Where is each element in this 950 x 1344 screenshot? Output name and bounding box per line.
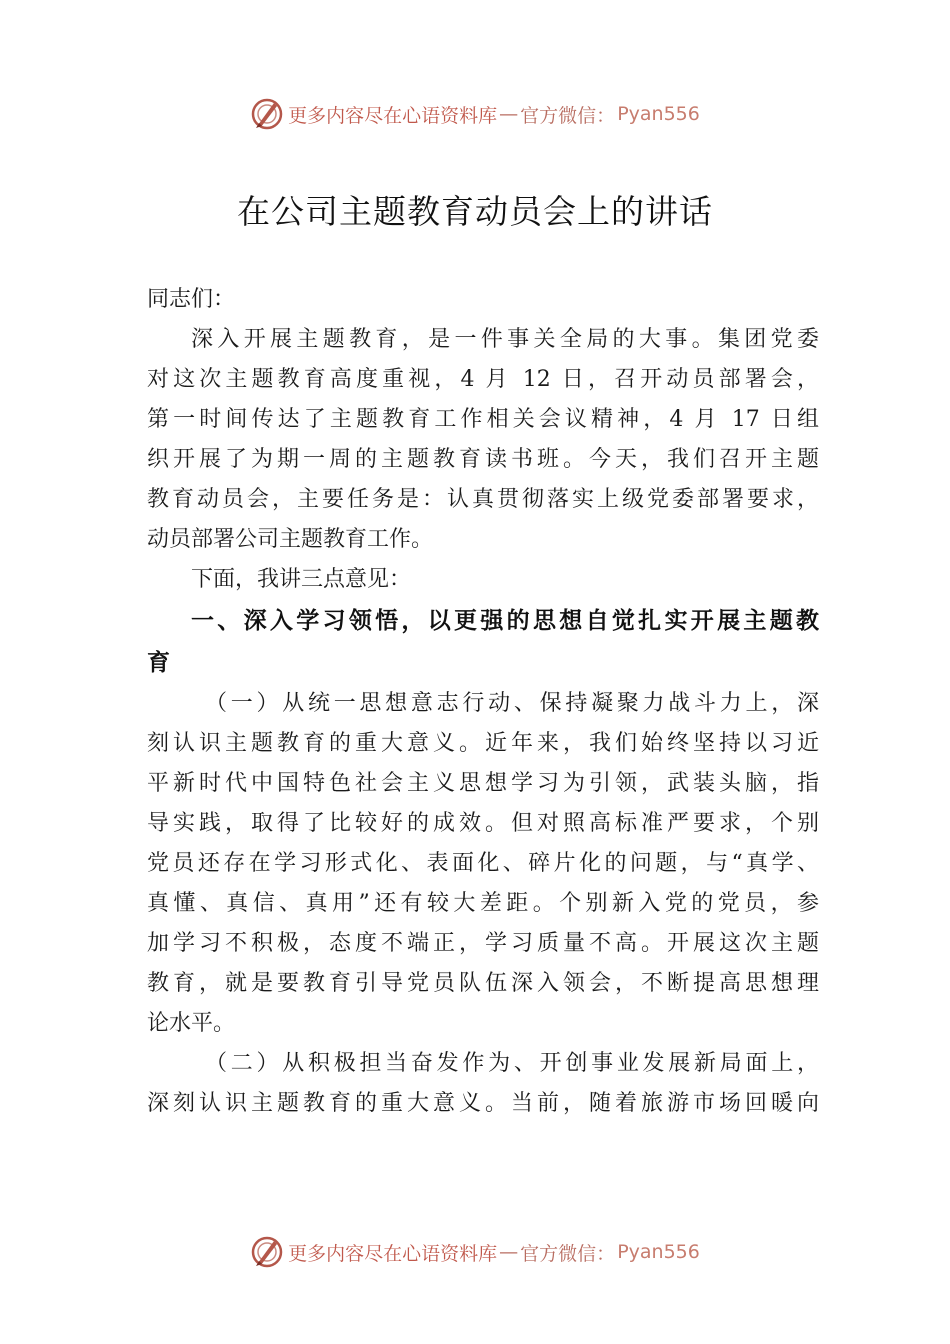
- quill-logo-icon: [250, 97, 284, 131]
- quill-logo-icon: [250, 1235, 284, 1269]
- paragraph-line: 党员还存在学习形式化、表面化、碎片化的问题，与“真学、: [147, 851, 819, 876]
- paragraph-line: 平新时代中国特色社会主义思想学习为引领，武装头脑，指: [147, 771, 819, 796]
- paragraph-line: 教育动员会，主要任务是：认真贯彻落实上级党委部署要求，: [147, 487, 819, 512]
- watermark-dash: —: [499, 103, 519, 125]
- paragraph-line: 下面，我讲三点意见：: [191, 567, 412, 592]
- paragraph-line: 刻认识主题教育的重大意义。近年来，我们始终坚持以习近: [147, 731, 819, 756]
- paragraph-line: 教育，就是要教育引导党员队伍深入领会，不断提高思想理: [147, 971, 819, 996]
- watermark-label: 官方微信：: [520, 104, 616, 127]
- section-heading: 育: [147, 650, 170, 676]
- salutation: 同志们：: [147, 287, 236, 312]
- paragraph-line: 织开展了为期一周的主题教育读书班。今天，我们召开主题: [147, 447, 819, 472]
- paragraph-line: 动员部署公司主题教育工作。: [147, 527, 434, 552]
- paragraph-line: （二）从积极担当奋发作为、开创事业发展新局面上，: [205, 1051, 819, 1076]
- watermark-site-text: 更多内容尽在心语资料库: [288, 104, 498, 127]
- watermark-wechat-id: Pyan556: [617, 103, 700, 125]
- document-body: [147, 280, 819, 1124]
- paragraph-line: 加学习不积极，态度不端正，学习质量不高。开展这次主题: [147, 931, 819, 956]
- paragraph-line: 导实践，取得了比较好的成效。但对照高标准严要求，个别: [147, 811, 819, 836]
- header-watermark: [0, 94, 950, 134]
- paragraph-line: 论水平。: [147, 1011, 236, 1036]
- paragraph-line: （一）从统一思想意志行动、保持凝聚力战斗力上，深: [205, 691, 819, 716]
- footer-watermark: [0, 1232, 950, 1272]
- watermark-site-text: 更多内容尽在心语资料库: [288, 1242, 498, 1265]
- paragraph-line: 深入开展主题教育，是一件事关全局的大事。集团党委: [191, 327, 819, 352]
- watermark-wechat-id: Pyan556: [617, 1241, 700, 1263]
- paragraph-line: 对这次主题教育高度重视，4 月 12 日，召开动员部署会，: [147, 367, 819, 392]
- document-title: 在公司主题教育动员会上的讲话: [237, 192, 713, 231]
- watermark-dash: —: [499, 1241, 519, 1263]
- section-heading: 一、深入学习领悟，以更强的思想自觉扎实开展主题教: [191, 608, 819, 634]
- watermark-label: 官方微信：: [520, 1242, 616, 1265]
- paragraph-line: 第一时间传达了主题教育工作相关会议精神，4 月 17 日组: [147, 407, 819, 432]
- paragraph-line: 深刻认识主题教育的重大意义。当前，随着旅游市场回暖向: [147, 1091, 819, 1116]
- paragraph-line: 真懂、真信、真用”还有较大差距。个别新入党的党员，参: [147, 891, 819, 916]
